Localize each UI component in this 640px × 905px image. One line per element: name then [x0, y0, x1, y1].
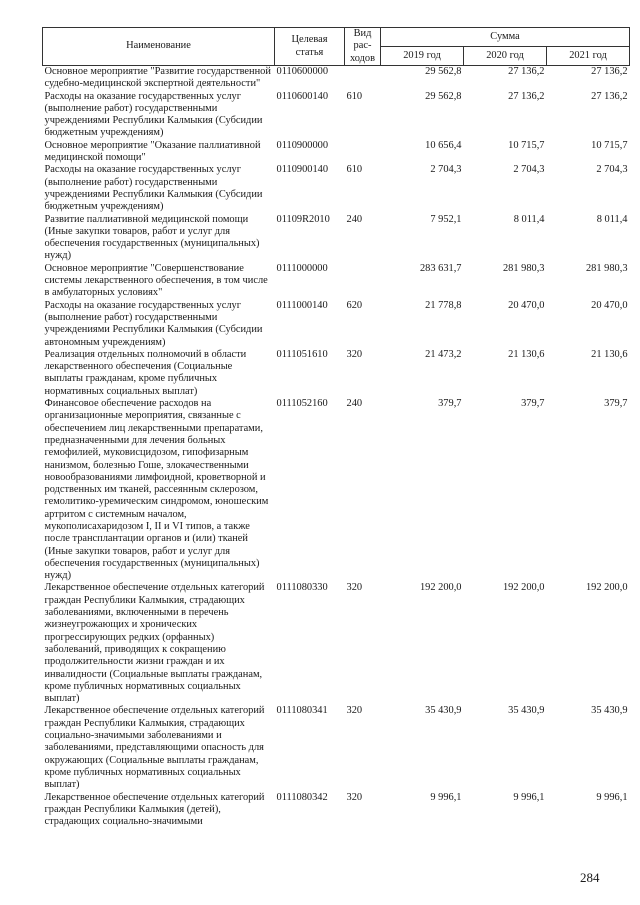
row-sum-2021: 20 470,0 [591, 299, 628, 311]
row-sum-2020: 20 470,0 [508, 299, 545, 311]
header-sum: Сумма [381, 28, 630, 47]
row-code: 0110900000 [276, 139, 329, 151]
row-code: 0110900140 [276, 164, 329, 176]
row-code: 0111000140 [276, 299, 328, 311]
row-name: Лекарственное обеспечение отдельных категорий граждан Республики Калмыкия, страдающих социально-значимыми заболеваниями и заболеваниями, представляющими опасность для окружающих (Социальные выплаты гражданам, кроме публичных нормативных социальных выплат) [44, 705, 265, 791]
row-name: Расходы на оказание государственных услуг (выполнение работ) государственными учреждениями Республики Калмыкия (Субсидии бюджетным учреждениям) [44, 90, 263, 139]
row-vid [345, 66, 381, 91]
row-sum-2020: 2 704,3 [513, 164, 545, 176]
row-vid [345, 263, 381, 300]
table-row [43, 164, 630, 213]
header-target-article: Целевая статья [275, 28, 345, 66]
row-code: 0111080330 [276, 582, 328, 594]
row-sum-2021: 281 980,3 [585, 262, 628, 274]
row-name: Развитие паллиативной медицинской помощи (Иные закупки товаров, работ и услуг для обеспечения государственных (муниципальных) нужд) [44, 213, 260, 262]
row-sum-2019: 21 473,2 [425, 348, 462, 360]
row-sum-2019: 21 778,8 [425, 299, 462, 311]
header-year-2019: 2019 год [381, 47, 464, 66]
header-name: Наименование [43, 28, 275, 66]
row-sum-2020: 379,7 [521, 398, 545, 410]
row-sum-2019: 7 952,1 [430, 213, 462, 225]
row-vid: 240 [346, 213, 363, 225]
row-sum-2020: 8 011,4 [513, 213, 545, 225]
row-name: Основное мероприятие "Совершенствование системы лекарственного обеспечения, в том числе в амбулаторных условиях" [44, 262, 268, 299]
row-sum-2020: 10 715,7 [508, 139, 545, 151]
row-code: 0110600140 [276, 90, 329, 102]
row-name: Основное мероприятие "Оказание паллиативной медицинской помощи" [44, 139, 261, 164]
row-sum-2021: 379,7 [604, 398, 628, 410]
row-sum-2020: 27 136,2 [508, 90, 545, 102]
row-sum-2020: 9 996,1 [513, 791, 545, 803]
row-code: 0111000000 [276, 262, 328, 274]
row-name: Финансовое обеспечение расходов на организационные мероприятия, связанные с обеспечением лиц лекарственными препаратами, предназначенными для лечения больных гемофилией, муковисцидозом, гипофизарным нанизмом, болезнью Гоше, злокачественными новообразованиями лимфоидной, кроветворной и родственных им тканей, рассеянным склерозом, гемолитико-уремическим синдромом, юношеским артритом с системным началом, мукополисахаридозом I, II и VI типов, а также после трансплантации органов и (или) тканей (Иные закупки товаров, работ и услуг для обеспечения государственных (муниципальных) нужд) [44, 398, 269, 582]
table-row [43, 66, 630, 91]
row-sum-2021: 10 715,7 [591, 139, 628, 151]
row-sum-2021: 35 430,9 [591, 705, 628, 717]
table-row [43, 349, 630, 398]
row-sum-2021: 8 011,4 [596, 213, 628, 225]
row-sum-2019: 2 704,3 [430, 164, 462, 176]
page-number: 284 [580, 870, 600, 885]
row-name: Основное мероприятие "Развитие государственной судебно-медицинской экспертной деятельности" [44, 66, 271, 90]
row-vid: 320 [346, 582, 363, 594]
row-sum-2021: 21 130,6 [591, 348, 628, 360]
row-vid: 240 [346, 398, 363, 410]
table-row [43, 300, 630, 349]
row-code: 01109R2010 [276, 213, 330, 225]
row-sum-2021: 27 136,2 [591, 90, 628, 102]
row-sum-2021: 2 704,3 [596, 164, 628, 176]
row-vid: 320 [346, 791, 363, 803]
row-sum-2019: 379,7 [438, 398, 462, 410]
table-row [43, 263, 630, 300]
row-sum-2021: 192 200,0 [585, 582, 628, 594]
row-name: Реализация отдельных полномочий в области лекарственного обеспечения (Социальные выплаты гражданам, кроме публичных нормативных социальных выплат) [44, 348, 247, 397]
table-row [43, 91, 630, 140]
row-sum-2019: 9 996,1 [430, 791, 462, 803]
row-sum-2021: 9 996,1 [596, 791, 628, 803]
row-vid: 320 [346, 348, 363, 360]
table-row [43, 582, 630, 705]
row-code: 0111080342 [276, 791, 328, 803]
row-name: Лекарственное обеспечение отдельных категорий граждан Республики Калмыкия, страдающих заболеваниями, включенными в перечень жизнеугрожающих и хронических прогрессирующих редких (орфанных) заболеваний, приводящих к сокращению продолжительности жизни граждан и их инвалидности (Социальные выплаты гражданам, кроме публичных нормативных социальных выплат) [44, 582, 265, 705]
row-code: 0111052160 [276, 398, 328, 410]
row-sum-2019: 10 656,4 [425, 139, 462, 151]
header-expense-type: Вид рас- ходов [345, 28, 381, 66]
row-sum-2020: 27 136,2 [508, 66, 545, 77]
row-vid: 620 [346, 299, 363, 311]
row-sum-2020: 21 130,6 [508, 348, 545, 360]
row-vid: 610 [346, 164, 363, 176]
row-sum-2019: 192 200,0 [419, 582, 462, 594]
budget-table [42, 27, 630, 828]
row-sum-2019: 283 631,7 [419, 262, 462, 274]
row-vid: 320 [346, 705, 363, 717]
row-sum-2020: 192 200,0 [502, 582, 545, 594]
row-vid: 610 [346, 90, 363, 102]
row-name: Расходы на оказание государственных услуг (выполнение работ) государственными учреждениями Республики Калмыкия (Субсидии бюджетным учреждениям) [44, 164, 263, 213]
row-sum-2020: 281 980,3 [502, 262, 545, 274]
table-row [43, 792, 630, 829]
table-row [43, 705, 630, 791]
table-row [43, 140, 630, 165]
row-code: 0111051610 [276, 348, 328, 360]
row-sum-2021: 27 136,2 [591, 66, 628, 77]
header-year-2020: 2020 год [464, 47, 547, 66]
row-sum-2019: 29 562,8 [425, 66, 462, 77]
header-year-2021: 2021 год [547, 47, 630, 66]
row-code: 0111080341 [276, 705, 328, 717]
row-code: 0110600000 [276, 66, 329, 77]
row-name: Расходы на оказание государственных услуг (выполнение работ) государственными учреждениями Республики Калмыкия (Субсидии автономным учреждениям) [44, 299, 263, 348]
table-row [43, 398, 630, 582]
row-sum-2019: 35 430,9 [425, 705, 462, 717]
row-sum-2019: 29 562,8 [425, 90, 462, 102]
table-row [43, 214, 630, 263]
row-vid [345, 140, 381, 165]
row-name: Лекарственное обеспечение отдельных категорий граждан Республики Калмыкия (детей), страдающих социально-значимыми [44, 791, 265, 828]
row-sum-2020: 35 430,9 [508, 705, 545, 717]
